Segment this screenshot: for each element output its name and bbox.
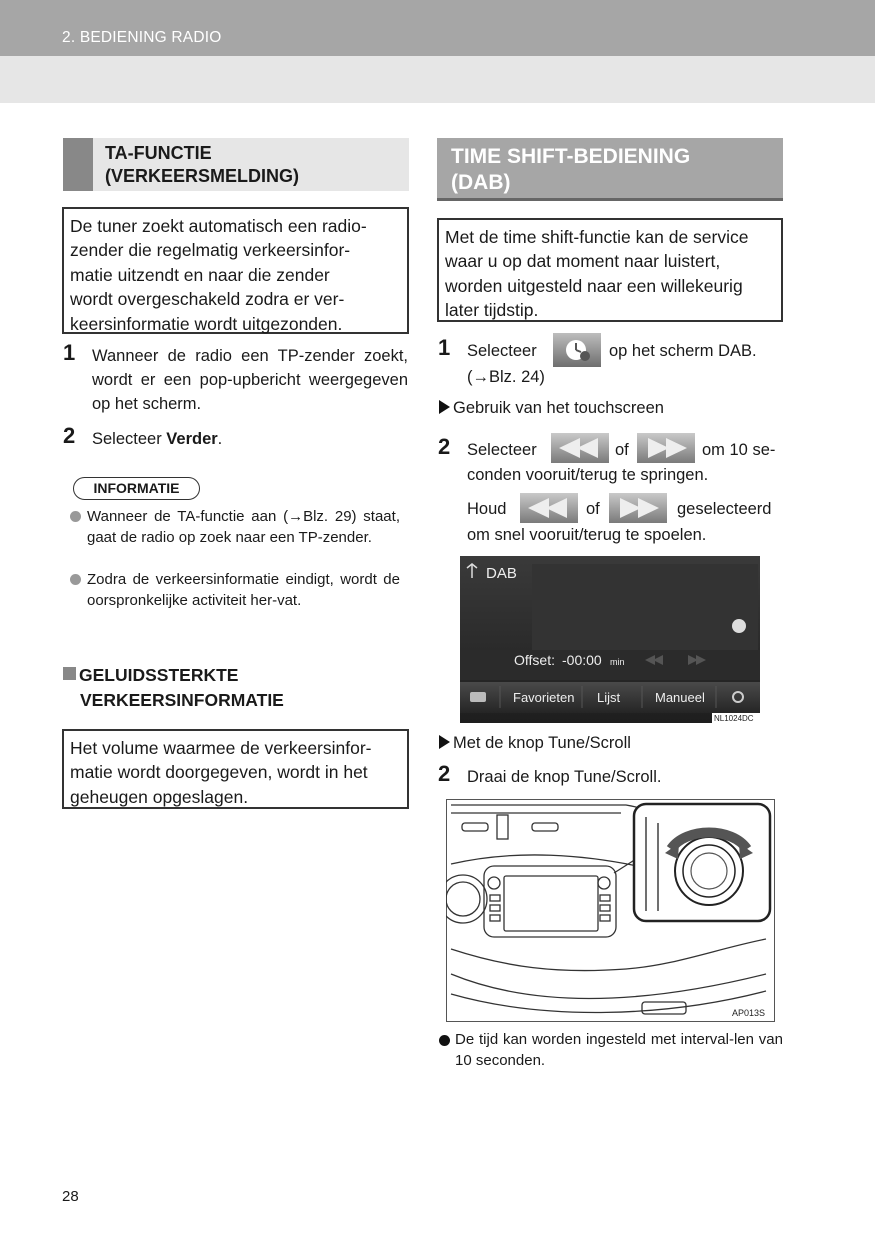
time-shift-clock-button-icon [553, 333, 601, 367]
dab-screen-image [460, 556, 760, 723]
touchscreen-label: Gebruik van het touchscreen [453, 399, 664, 417]
step-text: of [615, 441, 629, 459]
info-item: Wanneer de TA-functie aan (→Blz. 29) staat, gaat de radio op zoek naar een TP-zender. [87, 508, 400, 546]
rewind-button-icon [520, 493, 578, 523]
info-label: INFORMATIE [73, 477, 200, 500]
step-number: 2 [63, 423, 76, 448]
step-suffix: . [217, 430, 223, 448]
heading-line: (VERKEERSMELDING) [105, 166, 300, 186]
step-number: 2 [438, 434, 451, 459]
bullet-icon [70, 511, 81, 522]
time-shift-heading [437, 138, 783, 201]
subheading-line: VERKEERSINFORMATIE [80, 690, 284, 710]
time-shift-clock-icon [732, 619, 746, 633]
step-text: of [586, 500, 600, 518]
screen-title: DAB [486, 565, 517, 582]
ta-intro-box [62, 207, 409, 334]
screen-code: NL1024DC [714, 714, 754, 723]
header-bar [0, 0, 875, 56]
bullet-icon [70, 574, 81, 585]
box-line: geheugen opgeslagen. [70, 786, 249, 807]
time-shift-intro-box [437, 218, 783, 322]
page-number: 28 [62, 1188, 79, 1205]
triangle-icon [439, 400, 450, 414]
verder-label: Verder [166, 430, 218, 448]
offset-label: Offset: [514, 652, 555, 668]
offset-unit: min [610, 657, 625, 667]
bullet-icon [439, 1035, 450, 1046]
heading-line: TIME SHIFT-BEDIENING [451, 145, 691, 168]
step-text: Houd [467, 500, 507, 518]
box-line: matie wordt doorgegeven, wordt in het [70, 762, 368, 783]
step-text: Wanneer de radio een TP-zender zoekt, wordt er een pop-upbericht weergegeven op het scherm. [92, 347, 408, 413]
knob-heading [439, 731, 631, 755]
section-title: 2. BEDIENING RADIO [62, 29, 222, 46]
square-marker-icon [63, 667, 76, 680]
step-number: 2 [438, 761, 451, 786]
tab-lijst: Lijst [597, 690, 621, 705]
box-line: matie uitzendt en naar die zender [70, 264, 330, 285]
step-number: 1 [438, 335, 451, 360]
box-line: Met de time shift-functie kan de service [445, 227, 749, 247]
volume-subheading [63, 663, 284, 713]
step-text: (→Blz. 24) [467, 368, 545, 386]
screen-home-icon [470, 692, 486, 702]
heading-line: TA-FUNCTIE [105, 143, 212, 163]
subheading-line: GELUIDSSTERKTE [79, 665, 239, 685]
dashboard-knob-illustration [446, 799, 775, 1022]
volume-box [62, 729, 409, 809]
triangle-icon [439, 735, 450, 749]
box-line: later tijdstip. [445, 300, 539, 321]
touchscreen-heading [439, 396, 664, 420]
tab-manueel: Manueel [655, 690, 705, 705]
step-text: conden vooruit/terug te springen. [467, 466, 709, 484]
info-item: Zodra de verkeersinformatie eindigt, wordt de oorspronkelijke activiteit her-vat. [87, 571, 400, 609]
box-line: worden uitgesteld naar een willekeurig [445, 275, 743, 296]
step-text: Selecteer [467, 441, 537, 459]
step-text: op het scherm DAB. [609, 342, 757, 360]
step-text [92, 427, 408, 451]
ta-function-heading [63, 138, 409, 191]
step-text: om 10 se- [702, 441, 776, 459]
box-line: keersinformatie wordt uitgezonden. [70, 313, 343, 334]
note-text: De tijd kan worden ingesteld met interval-len van 10 seconden. [455, 1031, 783, 1069]
heading-line: (DAB) [451, 171, 511, 194]
step-number: 1 [63, 340, 76, 365]
box-line: Het volume waarmee de verkeersinfor- [70, 738, 372, 758]
box-line: zender die regelmatig verkeersinfor- [70, 240, 351, 261]
box-line: waar u op dat moment naar luistert, [445, 251, 721, 272]
tab-favorieten: Favorieten [513, 690, 575, 705]
forward-button-icon [609, 493, 667, 523]
figure-code: AP013S [732, 1008, 766, 1018]
knob-label: Met de knop Tune/Scroll [453, 734, 631, 752]
step-text: geselecteerd [677, 500, 772, 518]
heading-marker [63, 138, 93, 191]
forward-button-icon [637, 433, 695, 463]
box-line: De tuner zoekt automatisch een radio- [70, 216, 367, 236]
step-text: om snel vooruit/terug te spoelen. [467, 526, 707, 544]
rewind-button-icon [551, 433, 609, 463]
step-text: Draai de knop Tune/Scroll. [467, 768, 662, 786]
step-text: Selecteer [467, 342, 537, 360]
offset-value: -00:00 [562, 652, 602, 668]
header-subbar [0, 56, 875, 103]
box-line: wordt overgeschakeld zodra er ver- [70, 289, 345, 310]
step-prefix: Selecteer [92, 430, 167, 448]
